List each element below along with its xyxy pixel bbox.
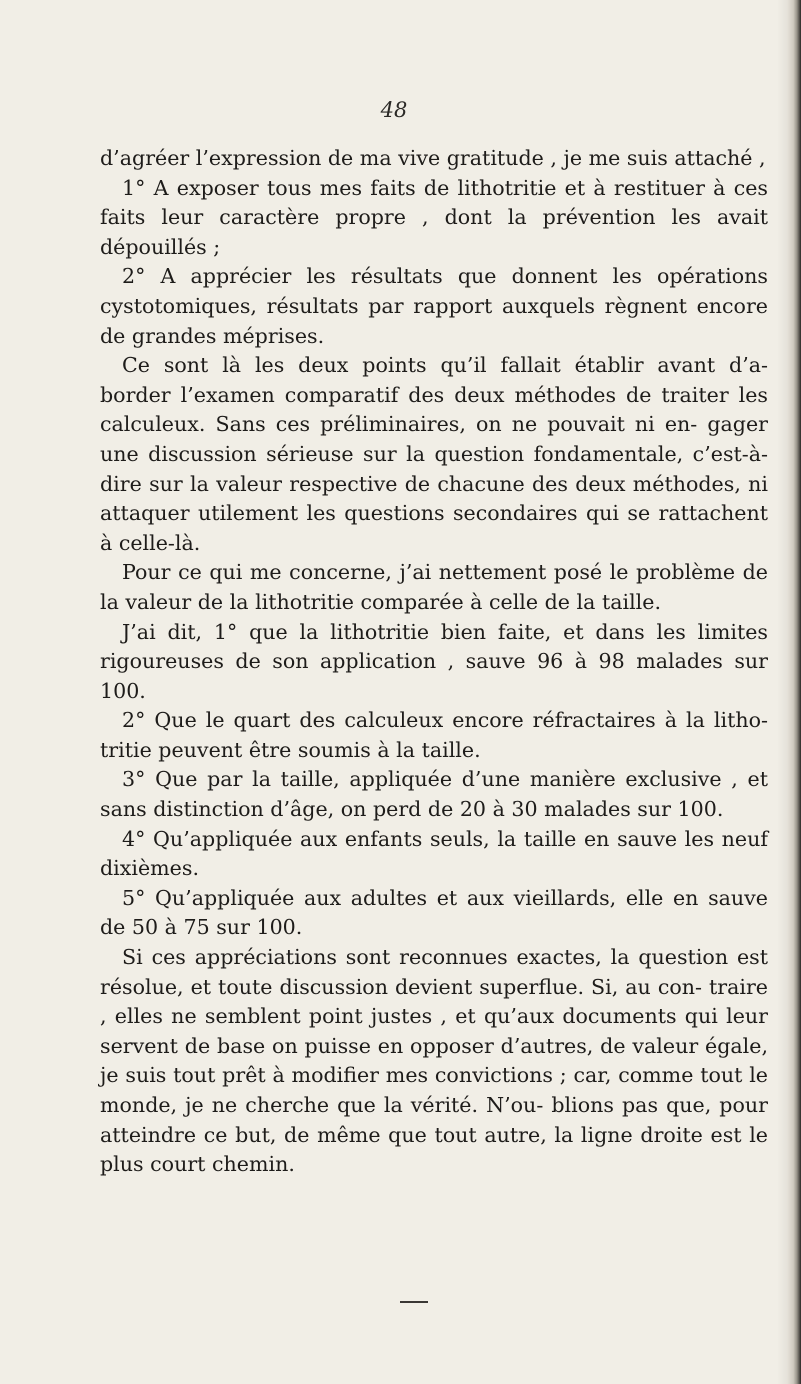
paragraph-claim-3: 3° Que par la taille, appliquée d’une manière exclusive , et sans distinction d’âge, on perd de 20 à 30 malades sur 100. [100,767,768,822]
paragraph-two-points: Ce sont là les deux points qu’il fallait établir avant d’a- border l’examen comparatif des deux méthodes de traiter les calculeux. Sans ces préliminaires, on ne pouvait ni en- gager une discussion sérieuse sur la question fondamentale, c’est-à-dire sur la valeur respective de chacune des deux méthodes, ni attaquer utilement les questions secondaires qui se rattachent à celle-là. [100,353,768,555]
paragraph-claim-4: 4° Qu’appliquée aux enfants seuls, la taille en sauve les neuf dixièmes. [100,826,768,881]
page-shadow [777,0,787,1384]
paragraph-point-2: 2° A apprécier les résultats que donnent les opérations cystotomiques, résultats par rapport auxquels règnent encore de grandes méprises. [100,264,768,348]
paragraph-conclusion: Si ces appréciations sont reconnues exactes, la question est résolue, et toute discussion devient superflue. Si, au con- traire , elles ne semblent point justes , et qu’aux documents qui leur servent de base on puisse en opposer d’autres, de valeur égale, je suis tout prêt à modifier mes convictions ; car, comme tout le monde, je ne cherche que la vérité. N’ou- blions pas que, pour atteindre ce but, de même que tout autre, la ligne droite est le plus court chemin. [100,945,768,1177]
body-text [100,144,768,1180]
paragraph-claim-2: 2° Que le quart des calculeux encore réfractaires à la litho- tritie peuvent être soumis à la taille. [100,708,768,762]
paragraph-claim-5: 5° Qu’appliquée aux adultes et aux vieillards, elle en sauve de 50 à 75 sur 100. [100,885,768,940]
paragraph-point-1: 1° A exposer tous mes faits de lithotritie et à restituer à ces faits leur caractère propre , dont la prévention les avait dépouillés ; [100,175,768,259]
end-rule [400,1301,428,1303]
paragraph-opening: d’agréer l’expression de ma vive gratitude , je me suis attaché , [100,146,766,170]
page-number: 48 [380,98,408,122]
page-edge [787,0,801,1384]
paragraph-claim-1: J’ai dit, 1° que la lithotritie bien faite, et dans les limites rigoureuses de son application , sauve 96 à 98 malades sur 100. [100,619,768,703]
paragraph-problem: Pour ce qui me concerne, j’ai nettement posé le problème de la valeur de la lithotritie comparée à celle de la taille. [100,560,768,614]
